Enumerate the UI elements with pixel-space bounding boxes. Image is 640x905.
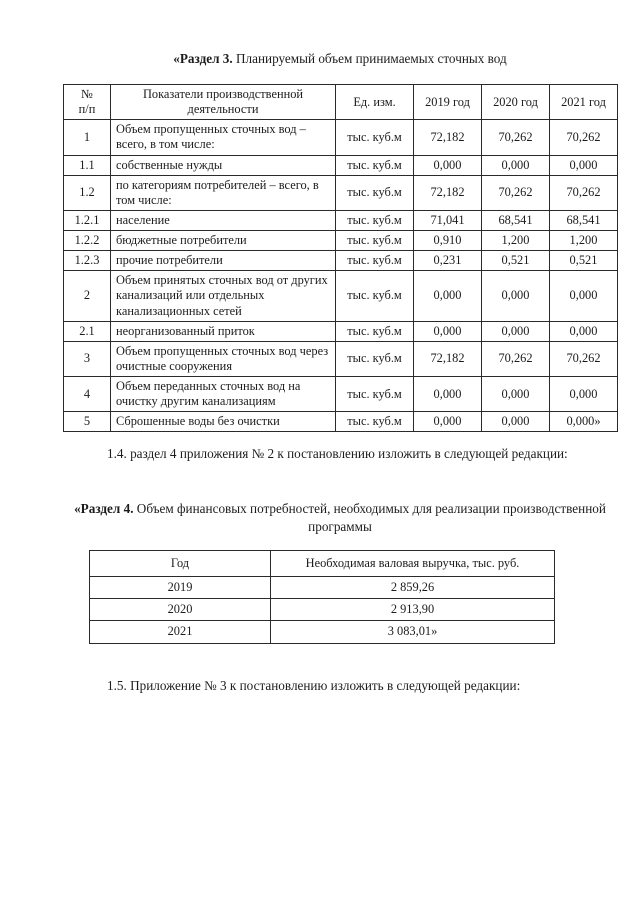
table-row xyxy=(64,377,618,412)
heading-section-4-rest: Объем финансовых потребностей, необходимых для реализации производственной программы xyxy=(133,501,606,534)
cell-unit: тыс. куб.м xyxy=(336,271,414,321)
cell-y2020: 70,262 xyxy=(482,175,550,210)
table-row xyxy=(64,341,618,376)
paragraph-1-4: 1.4. раздел 4 приложения № 2 к постановлению изложить в следующей редакции: xyxy=(107,446,568,461)
cell-y2021: 0,000 xyxy=(550,271,618,321)
cell-label: Объем пропущенных сточных вод через очистные сооружения xyxy=(111,341,336,376)
table-gross-revenue xyxy=(89,550,555,644)
table-row xyxy=(64,120,618,155)
cell-number: 5 xyxy=(64,412,111,432)
heading-section-4 xyxy=(63,500,617,535)
table-production-body xyxy=(64,120,618,432)
cell-y2021: 0,000 xyxy=(550,155,618,175)
cell-number: 4 xyxy=(64,377,111,412)
cell-y2021: 70,262 xyxy=(550,341,618,376)
heading-section-3-rest: Планируемый объем принимаемых сточных вод xyxy=(232,51,507,66)
col-header-number-line2: п/п xyxy=(78,102,96,117)
cell-y2021: 0,000 xyxy=(550,377,618,412)
table-header-row xyxy=(90,551,555,577)
table-row xyxy=(64,251,618,271)
cell-y2021: 0,000» xyxy=(550,412,618,432)
table-production-head xyxy=(64,85,618,120)
cell-y2019: 0,000 xyxy=(414,321,482,341)
col-header-revenue: Необходимая валовая выручка, тыс. руб. xyxy=(271,551,555,577)
cell-y2019: 71,041 xyxy=(414,210,482,230)
cell-y2019: 0,000 xyxy=(414,155,482,175)
table-row xyxy=(64,321,618,341)
table-production-volumes xyxy=(63,84,618,432)
table-row xyxy=(64,210,618,230)
cell-number: 2 xyxy=(64,271,111,321)
cell-label: бюджетные потребители xyxy=(111,231,336,251)
cell-y2019: 72,182 xyxy=(414,175,482,210)
table-row xyxy=(64,231,618,251)
cell-number: 1.2.1 xyxy=(64,210,111,230)
table-row xyxy=(90,621,555,643)
paragraph-1-5: 1.5. Приложение № 3 к постановлению изложить в следующей редакции: xyxy=(107,678,521,693)
cell-year: 2020 xyxy=(90,599,271,621)
cell-unit: тыс. куб.м xyxy=(336,341,414,376)
cell-y2019: 0,231 xyxy=(414,251,482,271)
cell-label: неорганизованный приток xyxy=(111,321,336,341)
cell-label: Сброшенные воды без очистки xyxy=(111,412,336,432)
cell-y2021: 0,521 xyxy=(550,251,618,271)
cell-unit: тыс. куб.м xyxy=(336,120,414,155)
cell-unit: тыс. куб.м xyxy=(336,321,414,341)
cell-number: 2.1 xyxy=(64,321,111,341)
cell-y2019: 0,000 xyxy=(414,377,482,412)
table-row xyxy=(64,412,618,432)
cell-y2019: 0,000 xyxy=(414,271,482,321)
cell-revenue: 3 083,01» xyxy=(271,621,555,643)
cell-number: 1 xyxy=(64,120,111,155)
cell-label: Объем переданных сточных вод на очистку другим канализациям xyxy=(111,377,336,412)
cell-label: Объем принятых сточных вод от других канализаций или отдельных канализационных сетей xyxy=(111,271,336,321)
cell-revenue: 2 859,26 xyxy=(271,577,555,599)
cell-revenue: 2 913,90 xyxy=(271,599,555,621)
cell-unit: тыс. куб.м xyxy=(336,175,414,210)
cell-y2020: 0,521 xyxy=(482,251,550,271)
table-row xyxy=(90,577,555,599)
cell-unit: тыс. куб.м xyxy=(336,155,414,175)
cell-unit: тыс. куб.м xyxy=(336,231,414,251)
cell-y2021: 68,541 xyxy=(550,210,618,230)
cell-year: 2021 xyxy=(90,621,271,643)
heading-section-3-lead: «Раздел 3. xyxy=(173,51,233,66)
table-revenue-body xyxy=(90,577,555,643)
cell-label: прочие потребители xyxy=(111,251,336,271)
cell-y2020: 1,200 xyxy=(482,231,550,251)
table-row xyxy=(64,175,618,210)
table-revenue-head xyxy=(90,551,555,577)
cell-unit: тыс. куб.м xyxy=(336,412,414,432)
table-header-row xyxy=(64,85,618,120)
cell-y2020: 0,000 xyxy=(482,412,550,432)
cell-y2019: 0,910 xyxy=(414,231,482,251)
heading-section-3 xyxy=(63,50,617,68)
cell-y2020: 0,000 xyxy=(482,155,550,175)
cell-y2020: 0,000 xyxy=(482,377,550,412)
cell-y2019: 72,182 xyxy=(414,341,482,376)
cell-y2021: 70,262 xyxy=(550,120,618,155)
table-row xyxy=(64,271,618,321)
col-header-year-2020: 2020 год xyxy=(482,85,550,120)
col-header-unit: Ед. изм. xyxy=(336,85,414,120)
cell-y2021: 1,200 xyxy=(550,231,618,251)
col-header-year-2019: 2019 год xyxy=(414,85,482,120)
cell-number: 1.2 xyxy=(64,175,111,210)
cell-number: 1.2.3 xyxy=(64,251,111,271)
cell-label: Объем пропущенных сточных вод – всего, в том числе: xyxy=(111,120,336,155)
col-header-number xyxy=(64,85,111,120)
cell-y2020: 0,000 xyxy=(482,271,550,321)
cell-y2020: 70,262 xyxy=(482,341,550,376)
heading-section-4-lead: «Раздел 4. xyxy=(74,501,134,516)
cell-unit: тыс. куб.м xyxy=(336,251,414,271)
cell-label: собственные нужды xyxy=(111,155,336,175)
cell-unit: тыс. куб.м xyxy=(336,377,414,412)
col-header-year: Год xyxy=(90,551,271,577)
cell-y2020: 0,000 xyxy=(482,321,550,341)
cell-y2020: 68,541 xyxy=(482,210,550,230)
cell-y2019: 72,182 xyxy=(414,120,482,155)
cell-unit: тыс. куб.м xyxy=(336,210,414,230)
cell-y2021: 0,000 xyxy=(550,321,618,341)
cell-y2020: 70,262 xyxy=(482,120,550,155)
cell-label: население xyxy=(111,210,336,230)
table-row xyxy=(64,155,618,175)
cell-y2021: 70,262 xyxy=(550,175,618,210)
cell-number: 1.2.2 xyxy=(64,231,111,251)
col-header-indicator: Показатели производственной деятельности xyxy=(111,85,336,120)
cell-year: 2019 xyxy=(90,577,271,599)
col-header-number-line1: № xyxy=(81,87,93,101)
col-header-year-2021: 2021 год xyxy=(550,85,618,120)
cell-y2019: 0,000 xyxy=(414,412,482,432)
cell-number: 3 xyxy=(64,341,111,376)
cell-number: 1.1 xyxy=(64,155,111,175)
table-row xyxy=(90,599,555,621)
cell-label: по категориям потребителей – всего, в том числе: xyxy=(111,175,336,210)
